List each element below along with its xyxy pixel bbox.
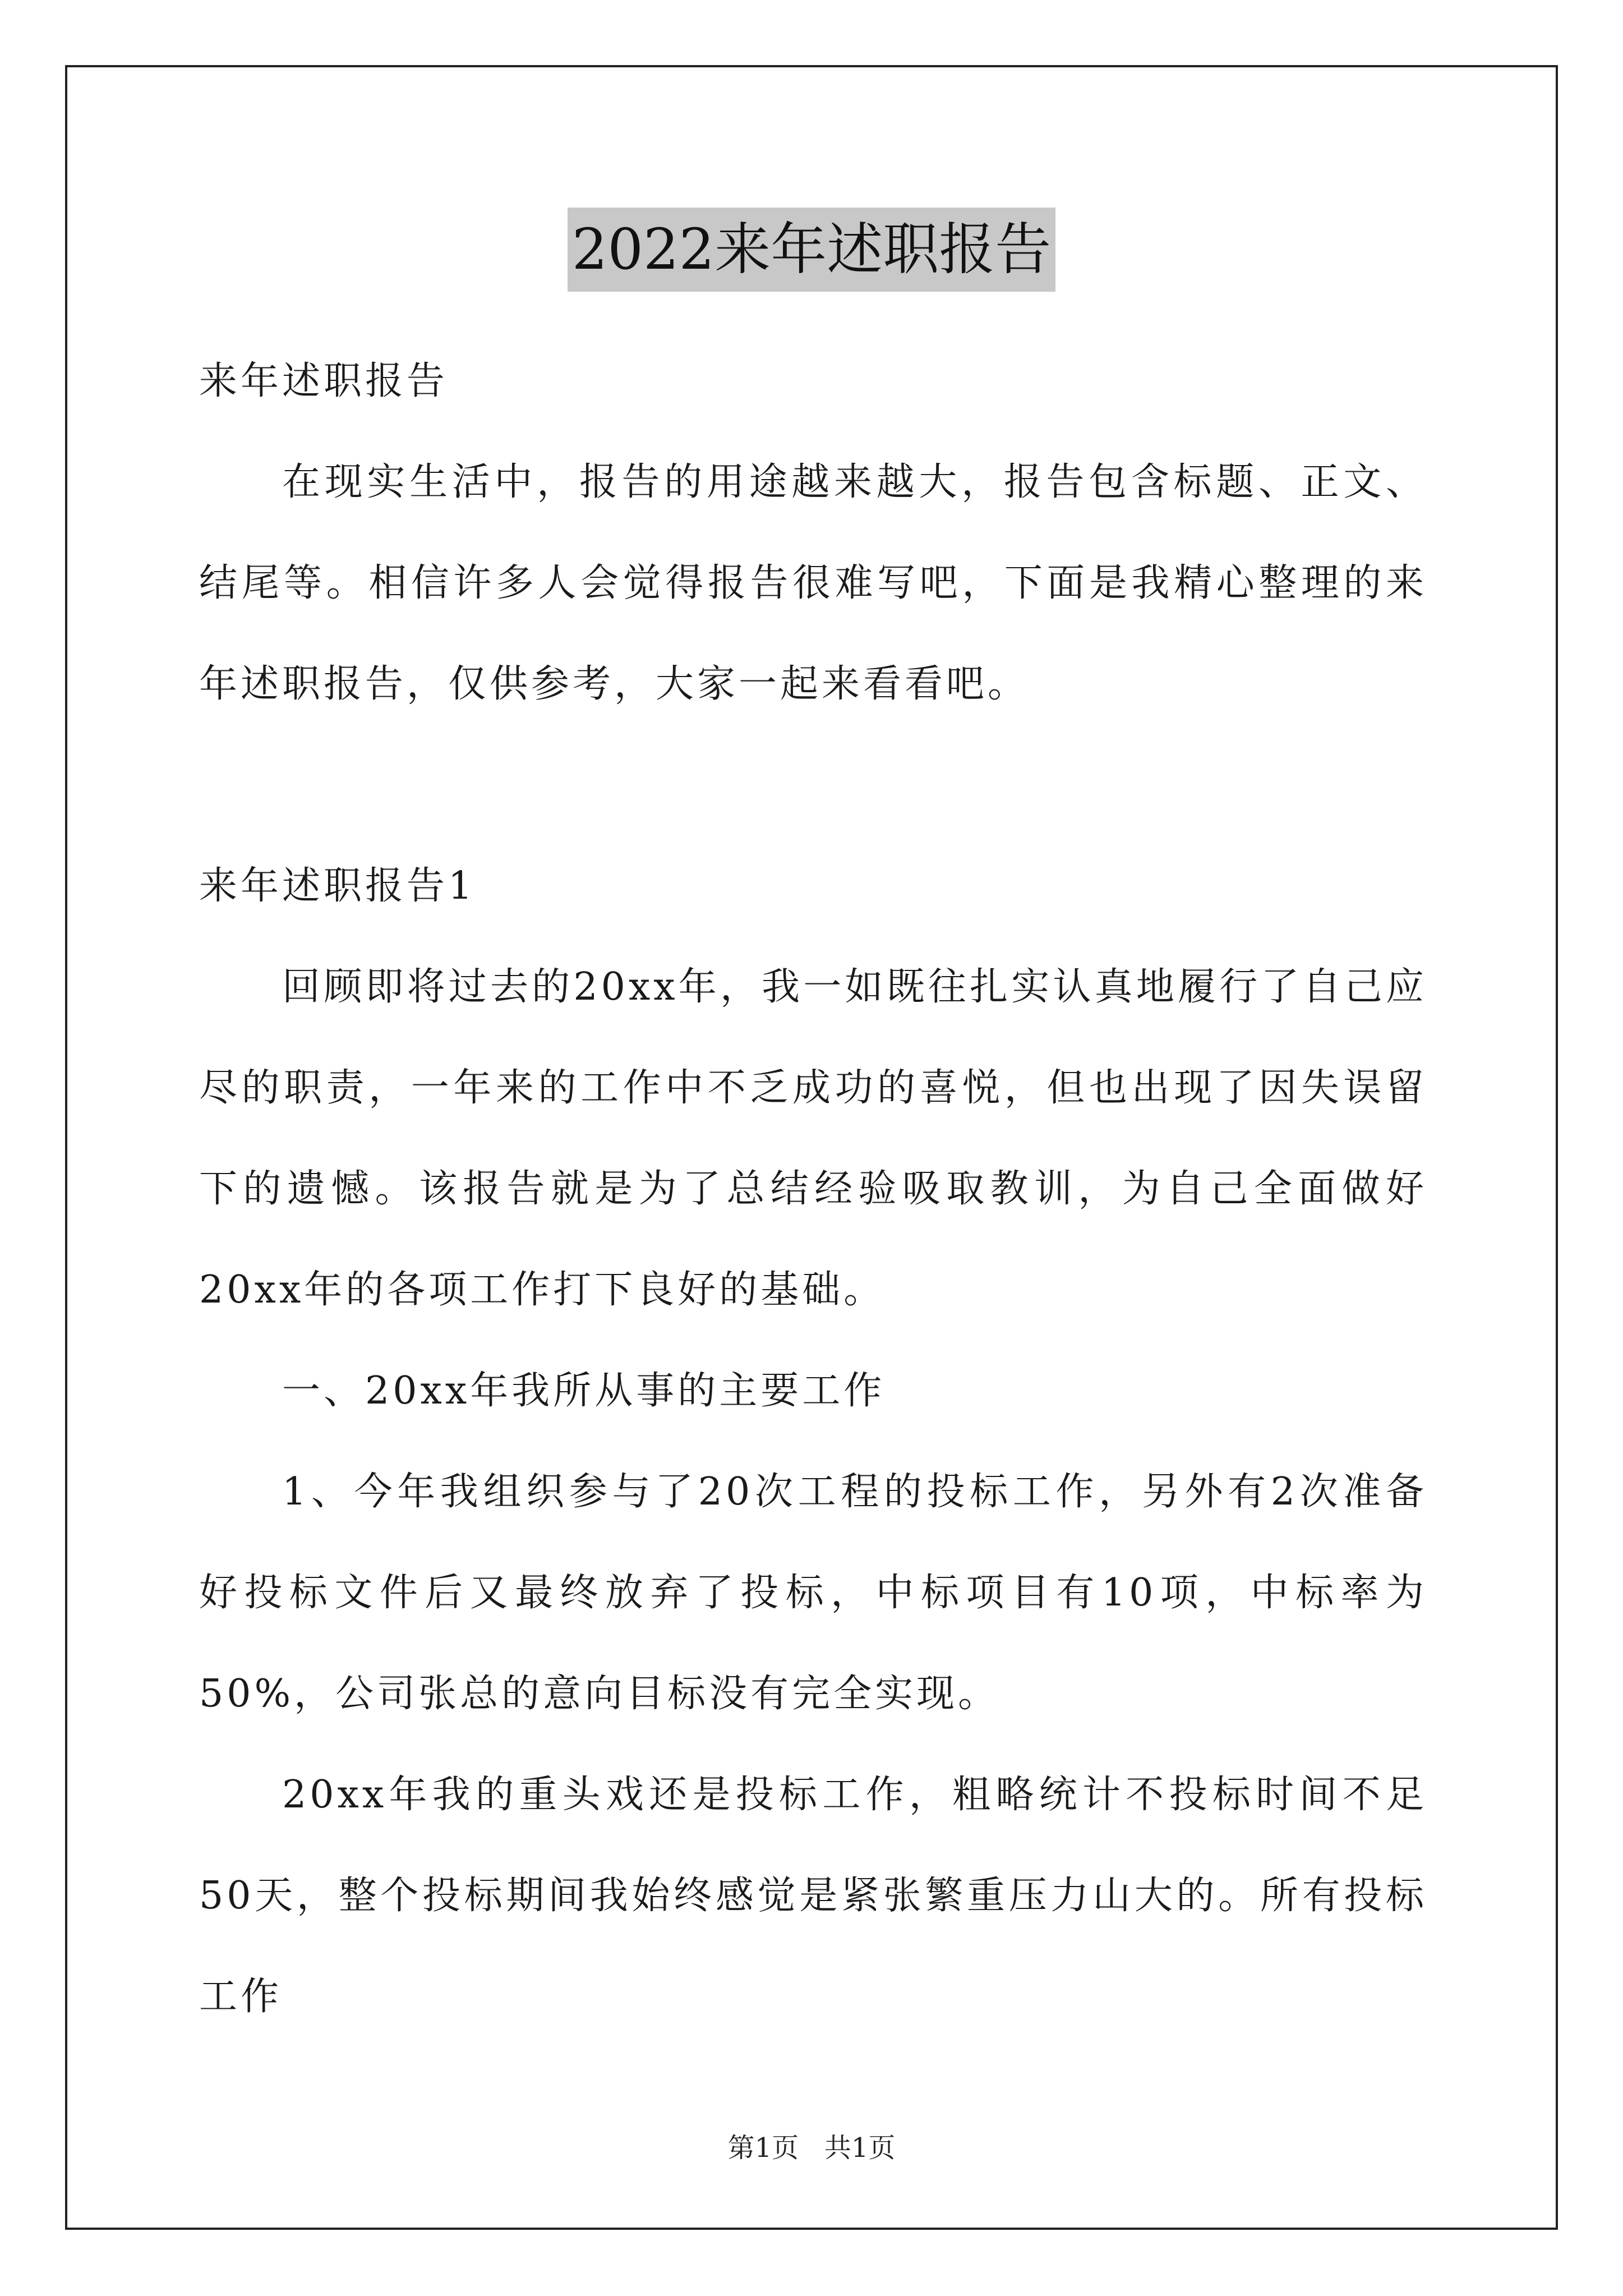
document-title-wrapper <box>0 208 1623 292</box>
page-footer: 第1页 共1页 <box>727 2132 896 2164</box>
paragraph-bidding: 20xx年我的重头戏还是投标工作，粗略统计不投标时间不足50天，整个投标期间我始终感觉是紧张繁重压力山大的。所有投标工作 <box>199 1773 1427 2019</box>
document-title: 2022来年述职报告 <box>568 208 1056 292</box>
paragraph-section-heading: 一、20xx年我所从事的主要工作 <box>282 1369 886 1413</box>
paragraph-review: 回顾即将过去的20xx年，我一如既往扎实认真地履行了自己应尽的职责，一年来的工作中不乏成功的喜悦，但也出现了因失误留下的遗憾。该报告就是为了总结经验吸取教训，为自己全面做好20xx年的各项工作打下良好的基础。 <box>199 965 1427 1312</box>
paragraph-intro: 在现实生活中，报告的用途越来越大，报告包含标题、正文、结尾等。相信许多人会觉得报告很难写吧，下面是我精心整理的来年述职报告，仅供参考，大家一起来看看吧。 <box>199 460 1427 706</box>
paragraph-item-1: 1、今年我组织参与了20次工程的投标工作，另外有2次准备好投标文件后又最终放弃了投标，中标项目有10项，中标率为50%，公司张总的意向目标没有完全实现。 <box>199 1470 1427 1716</box>
document-body <box>199 331 1427 2047</box>
paragraph-heading-report-1: 来年述职报告1 <box>199 864 476 908</box>
paragraph-heading-main: 来年述职报告 <box>199 359 449 403</box>
